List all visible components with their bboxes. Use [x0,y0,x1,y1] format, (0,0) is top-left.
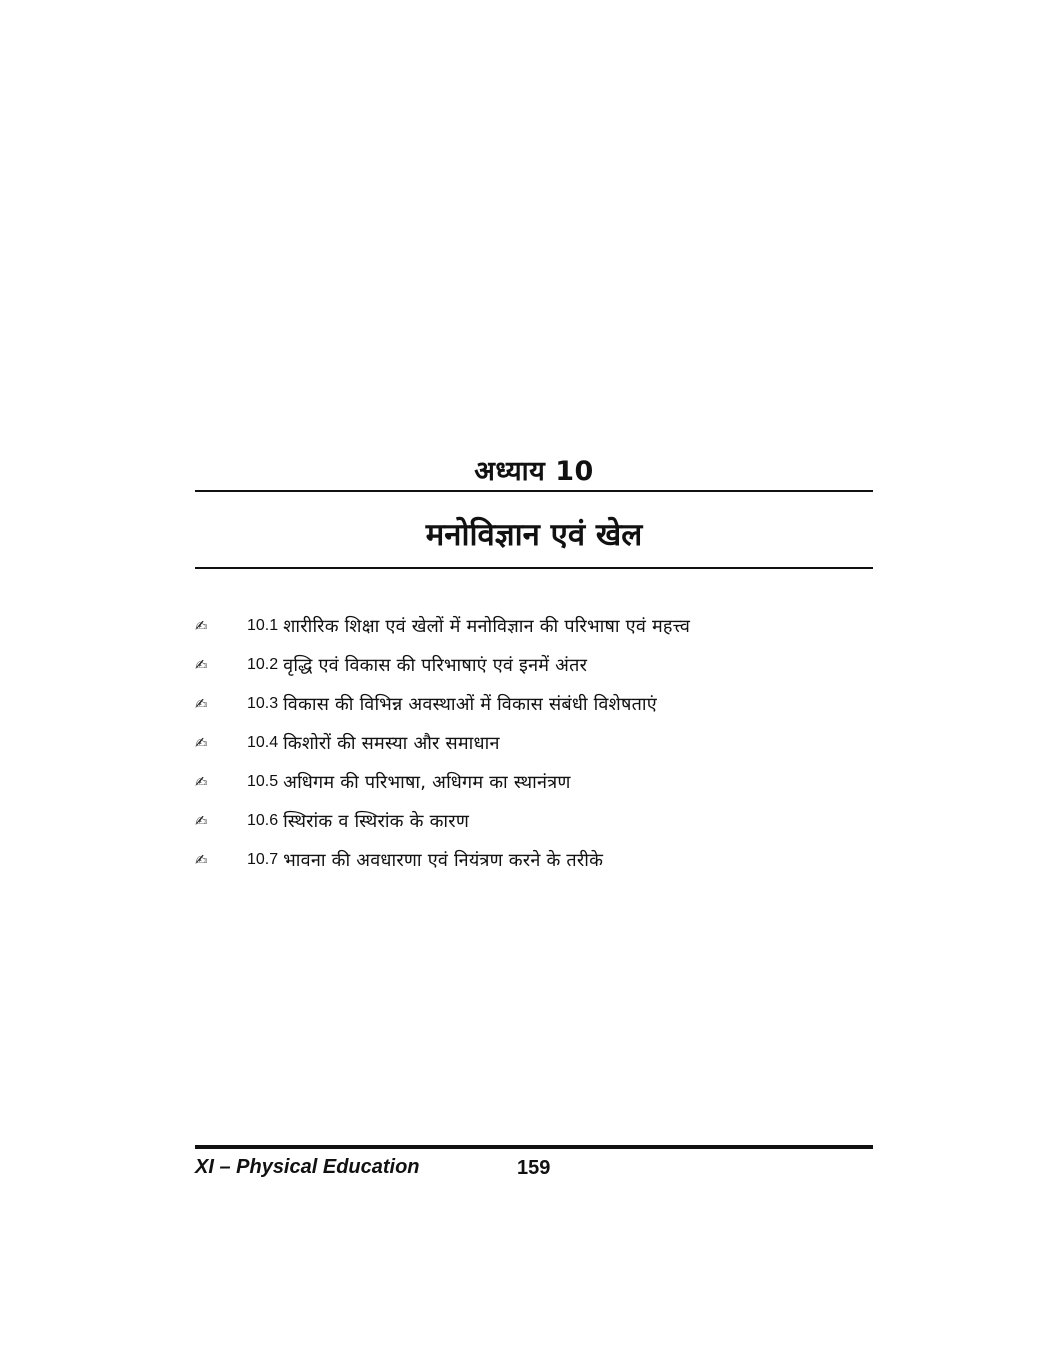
toc-item-number: 10.1 [247,616,279,634]
footer-book-title: XI – Physical Education [195,1156,420,1178]
page-number: 159 [517,1157,551,1179]
footer-divider [195,1145,873,1149]
header-divider-top [195,490,873,492]
toc-item-number: 10.6 [247,811,279,829]
toc-item [195,684,873,723]
toc-item [195,606,873,645]
toc-item-text: वृद्धि एवं विकास की परिभाषाएं एवं इनमें अंतर [283,654,588,676]
toc-item [195,762,873,801]
toc-item [195,723,873,762]
toc-item-text: विकास की विभिन्न अवस्थाओं में विकास संबंधी विशेषताएं [283,693,657,715]
writing-hand-icon: ✍ [195,850,208,869]
toc-item-text: अधिगम की परिभाषा, अधिगम का स्थानंत्रण [283,771,571,793]
toc-item-number: 10.7 [247,850,279,868]
writing-hand-icon: ✍ [195,772,208,791]
toc-item [195,801,873,840]
toc-item-text: शारीरिक शिक्षा एवं खेलों में मनोविज्ञान की परिभाषा एवं महत्त्व [283,615,691,637]
toc-item-number: 10.2 [247,655,279,673]
chapter-label: अध्याय 10 [474,456,594,487]
header-divider-bottom [195,567,873,569]
toc-item [195,645,873,684]
toc-item-number: 10.3 [247,694,279,712]
toc-item-text: भावना की अवधारणा एवं नियंत्रण करने के तरीके [283,849,604,871]
writing-hand-icon: ✍ [195,733,208,752]
writing-hand-icon: ✍ [195,811,208,830]
toc-item [195,840,873,879]
toc-item-number: 10.5 [247,772,279,790]
table-of-contents [195,606,873,879]
writing-hand-icon: ✍ [195,616,208,635]
writing-hand-icon: ✍ [195,694,208,713]
chapter-title: मनोविज्ञान एवं खेल [425,517,643,553]
toc-item-text: स्थिरांक व स्थिरांक के कारण [283,810,470,832]
writing-hand-icon: ✍ [195,655,208,674]
toc-item-number: 10.4 [247,733,279,751]
toc-item-text: किशोरों की समस्या और समाधान [283,732,500,754]
